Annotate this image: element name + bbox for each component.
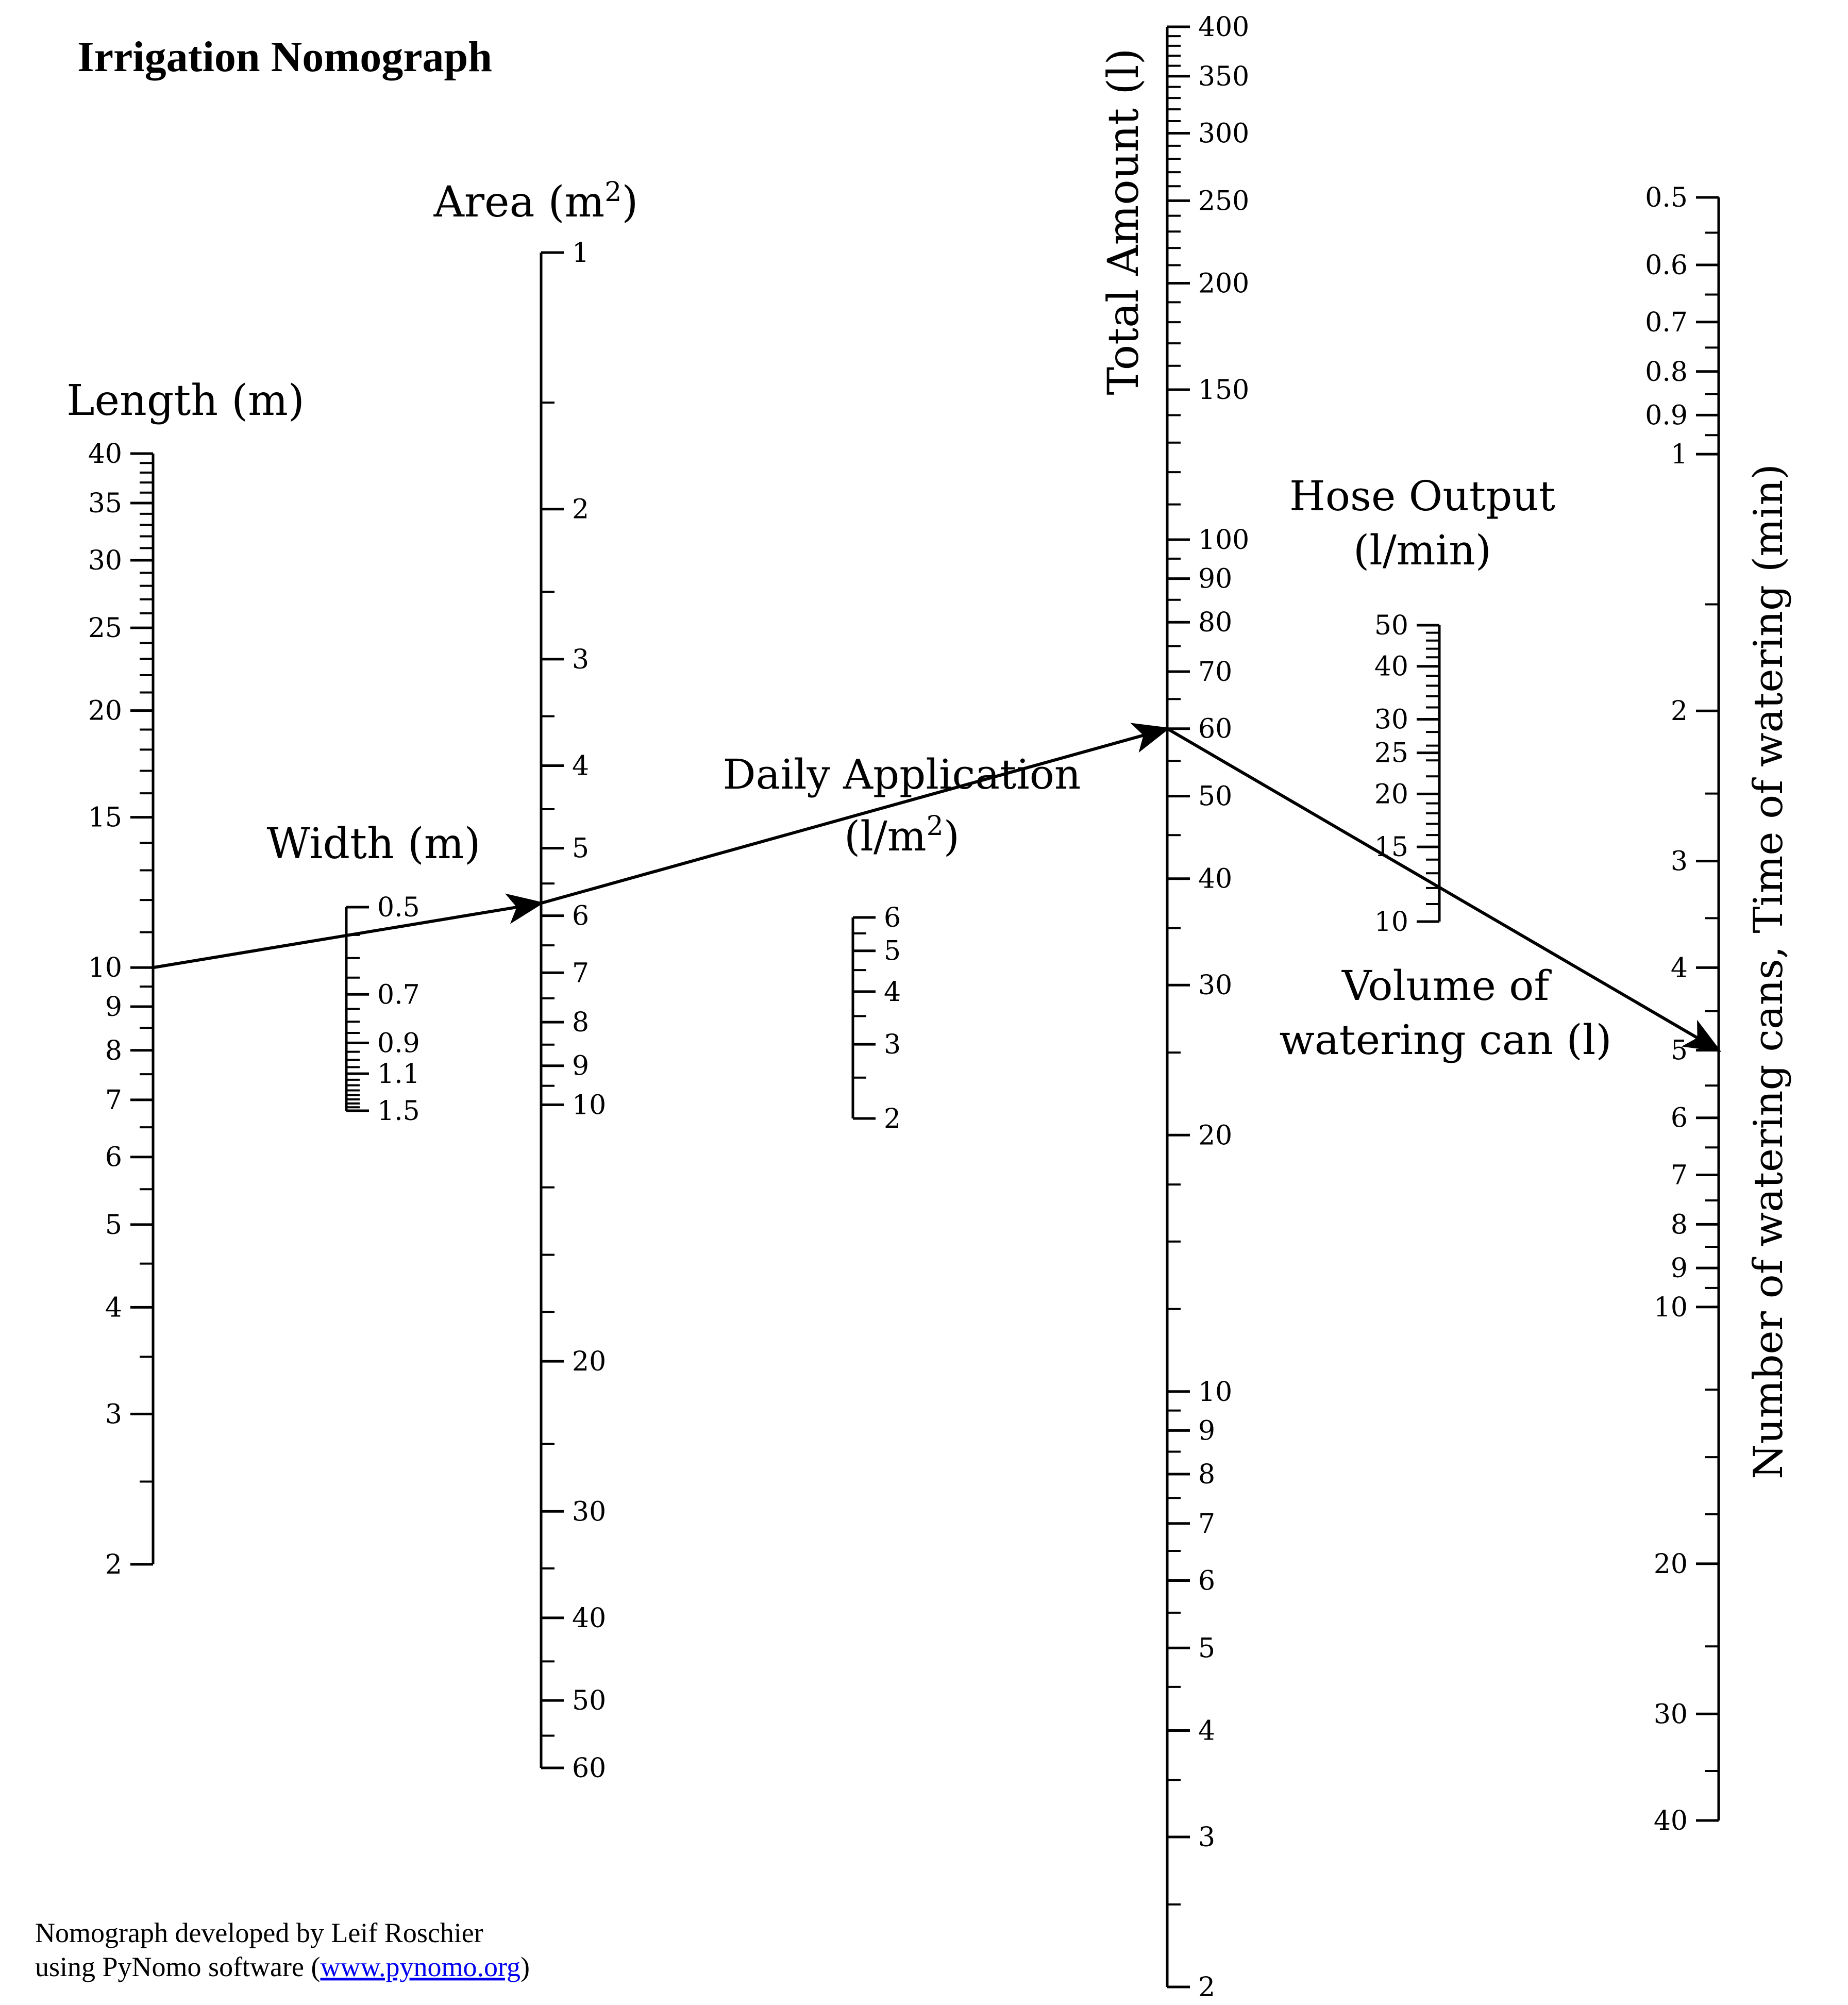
tick-label-hose: 40 <box>1374 651 1408 682</box>
tick-label-area: 40 <box>572 1602 607 1634</box>
title-volume-line1: Volume of <box>1341 962 1550 1010</box>
tick-label-cans: 10 <box>1653 1292 1688 1323</box>
tick-label-length: 35 <box>88 488 122 520</box>
credit-line-1: Nomograph developed by Leif Roschier <box>35 1917 483 1948</box>
tick-label-length: 6 <box>105 1142 122 1173</box>
tick-label-length: 10 <box>88 953 122 984</box>
tick-label-total: 9 <box>1198 1415 1216 1447</box>
page-title: Irrigation Nomograph <box>77 33 492 81</box>
scale-total <box>1167 12 1249 2003</box>
tick-label-length: 15 <box>88 802 122 833</box>
credit-suffix: ) <box>520 1951 530 1982</box>
tick-label-area: 4 <box>572 750 590 782</box>
tick-label-area: 30 <box>572 1496 607 1528</box>
tick-label-area: 2 <box>572 494 590 525</box>
title-hose-line1: Hose Output <box>1289 472 1555 520</box>
tick-label-total: 70 <box>1198 657 1233 688</box>
tick-label-cans: 0.9 <box>1645 400 1688 431</box>
tick-label-area: 3 <box>572 644 590 675</box>
tick-label-area: 50 <box>572 1685 607 1717</box>
tick-label-total: 80 <box>1198 607 1233 639</box>
scale-length <box>88 439 153 1580</box>
scale-area <box>541 238 606 1784</box>
tick-label-cans: 20 <box>1653 1548 1688 1580</box>
tick-label-area: 60 <box>572 1753 607 1784</box>
pynomo-link[interactable]: www.pynomo.org <box>320 1951 520 1982</box>
tick-label-total: 50 <box>1198 781 1233 812</box>
tick-label-length: 2 <box>105 1549 122 1580</box>
tick-label-total: 2 <box>1198 1972 1216 2003</box>
tick-label-cans: 0.8 <box>1645 356 1688 388</box>
tick-label-cans: 7 <box>1670 1160 1688 1191</box>
tick-label-area: 10 <box>572 1090 607 1121</box>
tick-label-daily: 5 <box>884 935 901 967</box>
tick-label-hose: 30 <box>1374 704 1408 736</box>
tick-label-hose: 20 <box>1374 779 1408 810</box>
tick-label-total: 60 <box>1198 713 1233 745</box>
tick-label-total: 30 <box>1198 970 1233 1001</box>
tick-label-total: 5 <box>1198 1633 1216 1664</box>
scale-cans <box>1645 182 1719 1836</box>
tick-label-total: 350 <box>1198 61 1250 92</box>
tick-label-total: 400 <box>1198 12 1250 43</box>
tick-label-area: 5 <box>572 833 590 864</box>
tick-label-total: 20 <box>1198 1120 1233 1151</box>
title-cans: Number of watering cans, Time of watering (min) <box>1745 464 1792 1479</box>
tick-label-total: 4 <box>1198 1715 1216 1747</box>
tick-label-total: 40 <box>1198 863 1233 895</box>
tick-label-length: 4 <box>105 1292 122 1324</box>
title-daily-line1: Daily Application <box>723 750 1081 798</box>
title-hose-line2: (l/min) <box>1353 526 1491 574</box>
tick-label-cans: 5 <box>1670 1035 1688 1066</box>
title-length: Length (m) <box>66 376 305 425</box>
tick-label-width: 1.5 <box>377 1096 420 1127</box>
tick-label-total: 8 <box>1198 1459 1216 1490</box>
scale-titles-layer <box>66 48 1792 1479</box>
tick-label-length: 40 <box>88 439 122 470</box>
scale-hose <box>1374 610 1439 938</box>
tick-label-daily: 3 <box>884 1029 901 1061</box>
tick-label-length: 8 <box>105 1035 122 1066</box>
tick-label-daily: 4 <box>884 976 901 1008</box>
tick-label-total: 150 <box>1198 375 1250 406</box>
tick-label-total: 250 <box>1198 186 1250 217</box>
title-area: Area $(m^2)$ <box>433 177 639 227</box>
tick-label-daily: 2 <box>884 1104 901 1134</box>
credit-prefix: using PyNomo software ( <box>35 1951 321 1982</box>
tick-label-total: 3 <box>1198 1822 1216 1853</box>
tick-label-area: 7 <box>572 958 590 989</box>
tick-label-cans: 0.5 <box>1645 182 1688 213</box>
tick-label-cans: 2 <box>1670 696 1688 727</box>
tick-label-length: 25 <box>88 613 122 644</box>
tick-label-width: 1.1 <box>377 1059 420 1090</box>
tick-label-length: 7 <box>105 1084 122 1116</box>
title-daily-line2: $(l/m^2)$ <box>844 811 960 860</box>
tick-label-cans: 3 <box>1670 846 1688 877</box>
tick-label-hose: 25 <box>1374 738 1408 769</box>
tick-label-width: 0.9 <box>377 1028 420 1059</box>
tick-label-cans: 4 <box>1670 953 1688 984</box>
tick-label-area: 20 <box>572 1346 607 1378</box>
tick-label-area: 8 <box>572 1007 590 1039</box>
tick-label-daily: 6 <box>884 903 901 933</box>
tick-label-length: 9 <box>105 992 122 1023</box>
tick-label-hose: 10 <box>1374 907 1408 938</box>
tick-label-length: 20 <box>88 695 122 727</box>
tick-label-area: 1 <box>572 238 590 269</box>
tick-label-cans: 9 <box>1670 1253 1688 1284</box>
tick-label-total: 100 <box>1198 525 1250 556</box>
tick-label-area: 9 <box>572 1050 590 1082</box>
tick-label-total: 7 <box>1198 1508 1216 1540</box>
tick-label-total: 300 <box>1198 118 1250 149</box>
tick-label-length: 5 <box>105 1209 122 1241</box>
scale-daily <box>853 903 901 1134</box>
tick-label-length: 3 <box>105 1399 122 1430</box>
tick-label-cans: 30 <box>1653 1699 1688 1730</box>
tick-label-total: 200 <box>1198 268 1250 299</box>
tick-label-cans: 40 <box>1653 1806 1688 1836</box>
title-volume-line2: watering can (l) <box>1279 1016 1612 1064</box>
tick-label-cans: 1 <box>1670 439 1688 471</box>
tick-label-hose: 50 <box>1374 610 1408 641</box>
tick-label-hose: 15 <box>1374 832 1408 863</box>
scale-width <box>346 892 420 1127</box>
tick-label-total: 6 <box>1198 1565 1216 1597</box>
title-width: Width (m) <box>266 820 481 868</box>
tick-label-width: 0.5 <box>377 892 420 923</box>
tick-label-total: 90 <box>1198 563 1233 595</box>
tick-label-area: 6 <box>572 900 590 932</box>
tick-label-total: 10 <box>1198 1376 1233 1408</box>
tick-label-width: 0.7 <box>377 979 420 1011</box>
tick-label-cans: 0.7 <box>1645 307 1688 338</box>
title-total: Total Amount (l) <box>1099 48 1148 395</box>
tick-label-cans: 6 <box>1670 1102 1688 1134</box>
credit-line-2 <box>35 1951 530 1982</box>
tick-label-cans: 0.6 <box>1645 250 1688 281</box>
tick-label-cans: 8 <box>1670 1209 1688 1241</box>
tick-label-length: 30 <box>88 545 122 576</box>
